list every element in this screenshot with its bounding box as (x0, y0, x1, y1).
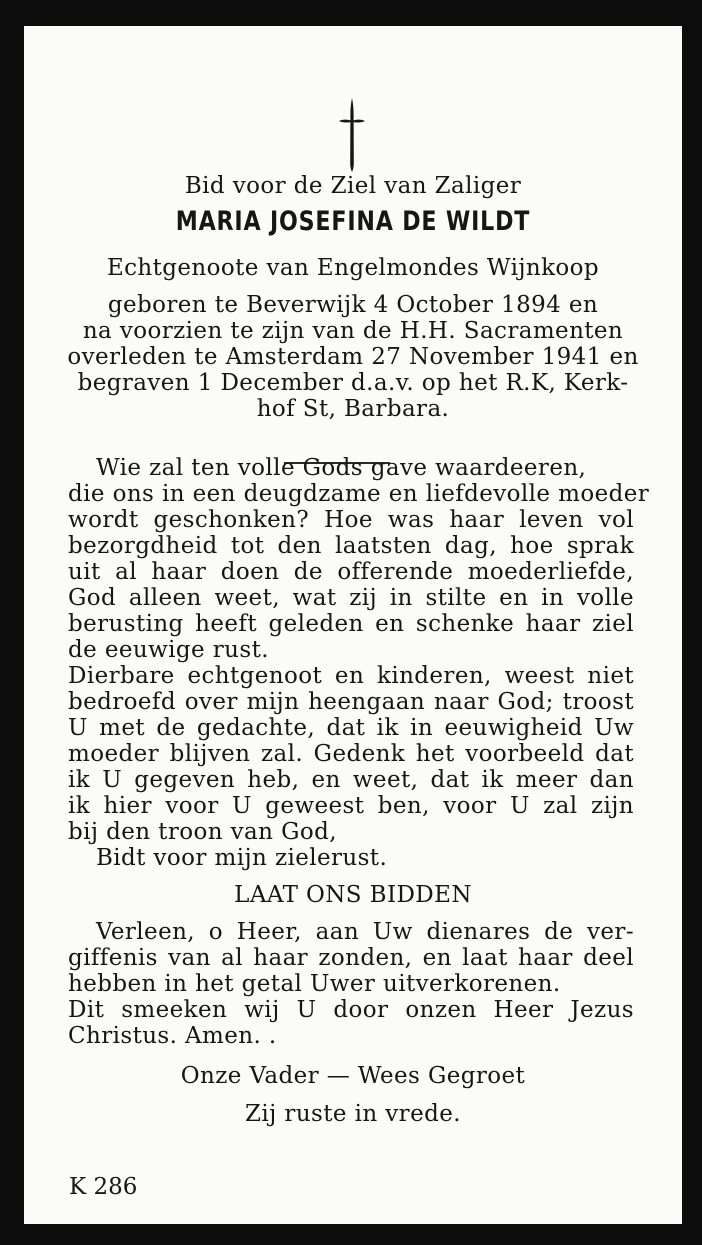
memorial-card (24, 26, 682, 1224)
paragraph-line: wordt geschonken? Hoe was haar leven vol (68, 507, 634, 533)
paragraph-line: bedroefd over mijn heengaan naar God; troost (68, 689, 634, 715)
paragraph-line: ik hier voor U geweest ben, voor U zal zijn (68, 793, 634, 819)
paragraph-line: ik U gegeven heb, en weet, dat ik meer dan (68, 767, 634, 793)
deceased-name: MARIA JOSEFINA DE WILDT (175, 206, 531, 237)
paragraph-line: Dierbare echtgenoot en kinderen, weest niet (68, 663, 634, 689)
spouse-line: Echtgenoote van Engelmondes Wijnkoop (106, 255, 600, 281)
bio-line: hof St, Barbara. (256, 396, 450, 422)
catalog-number: K 286 (69, 1174, 138, 1200)
rest-in-peace: Zij ruste in vrede. (245, 1101, 461, 1127)
paragraph-line: Wie zal ten volle Gods gave waardeeren, (96, 455, 587, 481)
prayer-line: Verleen, o Heer, aan Uw dienares de ver- (96, 919, 634, 945)
intro-line: Bid voor de Ziel van Zaliger (184, 173, 522, 199)
paragraph-line: berusting heeft geleden en schenke haar ziel (68, 611, 634, 637)
paragraph-line: God alleen weet, wat zij in stilte en in volle (68, 585, 634, 611)
paragraph-line: uit al haar doen de offerende moederliefde, (68, 559, 634, 585)
prayer-line: hebben in het getal Uwer uitverkorenen. (68, 971, 561, 997)
prayer-line: Christus. Amen. . (68, 1023, 277, 1049)
paragraph-line: die ons in een deugdzame en liefdevolle moeder (68, 481, 650, 507)
bio-line: begraven 1 December d.a.v. op het R.K, Kerk- (77, 370, 629, 396)
bio-line: na voorzien te zijn van de H.H. Sacramenten (82, 318, 624, 344)
prayer-heading: LAAT ONS BIDDEN (234, 882, 472, 908)
paragraph-line: Bidt voor mijn zielerust. (96, 845, 388, 871)
bio-line: geboren te Beverwijk 4 October 1894 en (107, 292, 599, 318)
paragraph-line: bij den troon van God, (68, 819, 337, 845)
paragraph-line: moeder blijven zal. Gedenk het voorbeeld dat (68, 741, 634, 767)
closing-prayers: Onze Vader — Wees Gegroet (180, 1063, 526, 1089)
paragraph-line: de eeuwige rust. (68, 637, 269, 663)
paragraph-line: U met de gedachte, dat ik in eeuwigheid Uw (68, 715, 634, 741)
prayer-line: Dit smeeken wij U door onzen Heer Jezus (68, 997, 634, 1023)
cross-icon (337, 94, 367, 174)
paragraph-line: bezorgdheid tot den laatsten dag, hoe sprak (68, 533, 634, 559)
prayer-line: giffenis van al haar zonden, en laat haar deel (68, 945, 634, 971)
bio-line: overleden te Amsterdam 27 November 1941 en (67, 344, 639, 370)
